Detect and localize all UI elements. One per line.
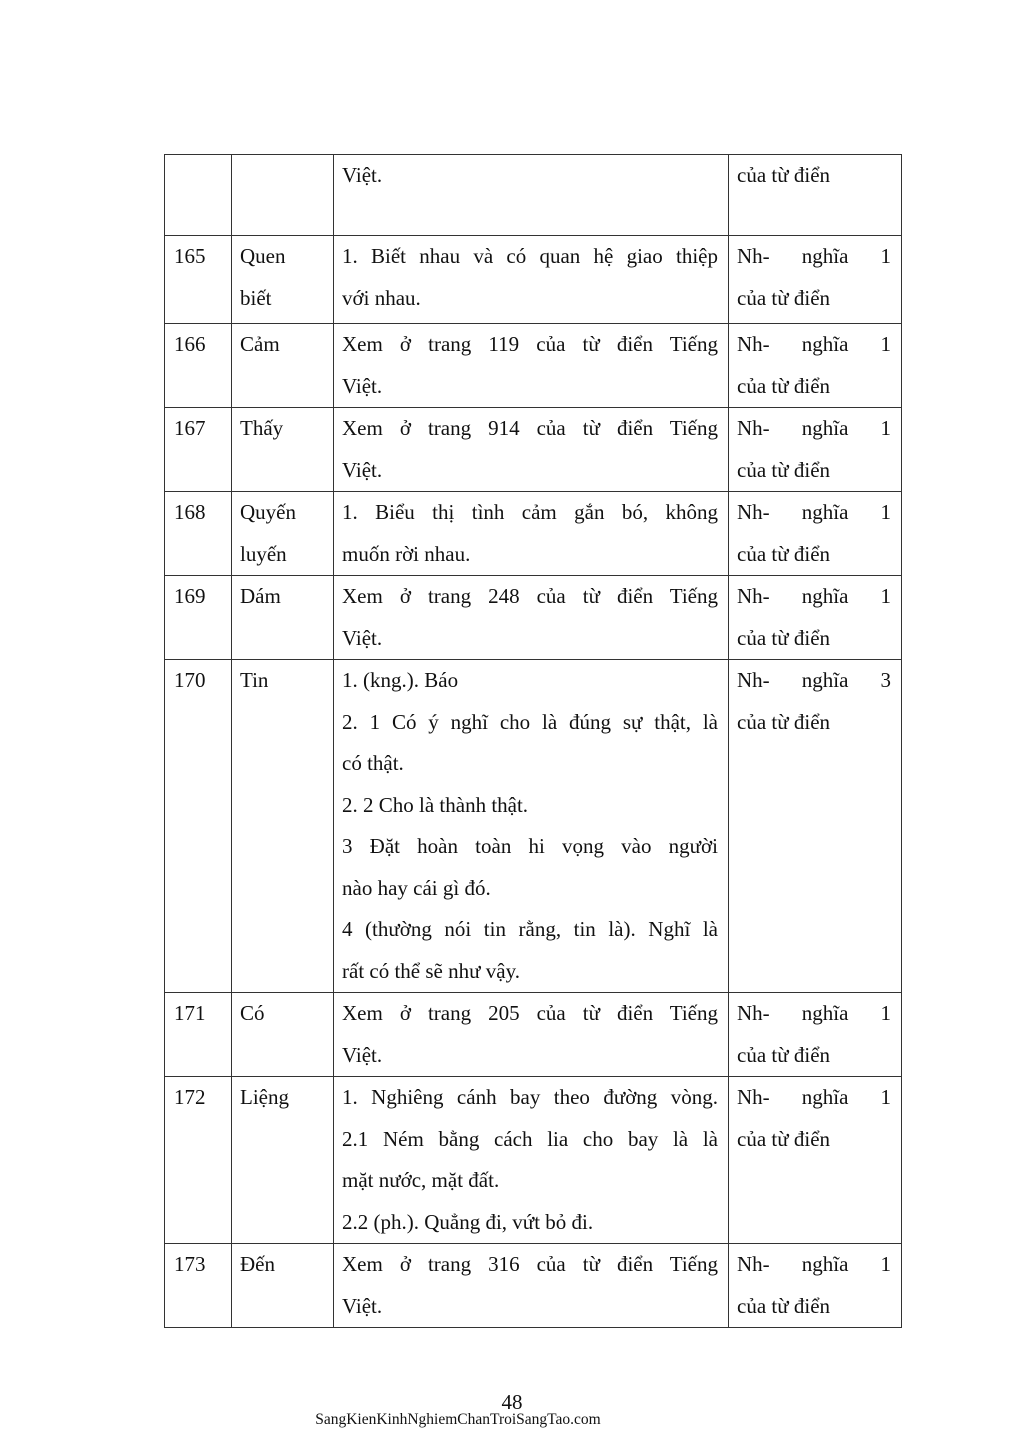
footer-website: SangKienKinhNghiemChanTroiSangTao.com <box>315 1411 601 1428</box>
note-word: nghĩa <box>801 1001 849 1025</box>
note-word: 1 <box>880 244 891 268</box>
entry-word-line: Quyến <box>240 500 296 524</box>
note-word: 1 <box>880 1001 891 1025</box>
table-row <box>165 492 902 576</box>
entry-note <box>729 576 902 660</box>
entry-word-line: Đến <box>240 1252 275 1276</box>
entry-note <box>729 492 902 576</box>
definition-line: có thật. <box>342 751 404 775</box>
table-row <box>165 408 902 492</box>
note-word: 1 <box>880 584 891 608</box>
entry-word <box>232 492 334 576</box>
entry-note <box>729 660 902 993</box>
note-word: Nh- <box>737 584 770 608</box>
entry-definition <box>334 576 729 660</box>
dictionary-table <box>164 154 902 1328</box>
note-first-line <box>737 576 891 618</box>
entry-definition <box>334 660 729 993</box>
entry-definition <box>334 1244 729 1328</box>
note-word: Nh- <box>737 1085 770 1109</box>
note-word: Nh- <box>737 500 770 524</box>
page-number: 48 <box>501 1390 523 1414</box>
definition-line: Việt. <box>342 1042 383 1067</box>
entry-definition <box>334 155 729 236</box>
note-word: nghĩa <box>801 500 849 524</box>
note-word: 3 <box>880 668 891 692</box>
note-word: 1 <box>880 500 891 524</box>
note-word: nghĩa <box>801 1252 849 1276</box>
note-second-line: của từ điển <box>737 373 831 398</box>
definition-line: Xem ở trang 914 của từ điển Tiếng <box>342 416 718 440</box>
entry-number: 172 <box>165 1077 232 1244</box>
entry-word-line: Tin <box>240 668 269 692</box>
definition-line: Việt. <box>342 1293 383 1318</box>
definition-line: 2. 1 Có ý nghĩ cho là đúng sự thật, là <box>342 709 718 734</box>
entry-number: 167 <box>165 408 232 492</box>
note-word: 1 <box>880 1252 891 1276</box>
note-word: 1 <box>880 1085 891 1109</box>
entry-definition <box>334 236 729 324</box>
note-word: Nh- <box>737 332 770 356</box>
definition-line: Việt. <box>342 625 383 650</box>
definition-line: Xem ở trang 316 của từ điển Tiếng <box>342 1252 718 1276</box>
entry-note <box>729 155 902 236</box>
entry-word <box>232 1244 334 1328</box>
definition-line: mặt nước, mặt đất. <box>342 1168 500 1192</box>
definition-line: 1. Biểu thị tình cảm gắn bó, không <box>342 500 718 524</box>
entry-number: 171 <box>165 993 232 1077</box>
entry-word-line: Quen <box>240 244 286 268</box>
note-word: nghĩa <box>801 416 849 440</box>
definition-line: Việt. <box>342 457 383 482</box>
note-first-line <box>737 324 891 366</box>
entry-word-line: Dám <box>240 584 281 608</box>
table-row <box>165 993 902 1077</box>
definition-line: 1. (kng.). Báo <box>342 668 459 692</box>
entry-number: 165 <box>165 236 232 324</box>
note-word: Nh- <box>737 416 770 440</box>
note-second-line: của từ điển <box>737 1293 831 1318</box>
entry-word-line: biết <box>240 285 272 310</box>
entry-definition <box>334 324 729 408</box>
definition-line: Việt. <box>342 163 383 187</box>
entry-word-line: Cảm <box>240 332 280 356</box>
entry-note <box>729 236 902 324</box>
entry-word <box>232 660 334 993</box>
definition-line: Xem ở trang 205 của từ điển Tiếng <box>342 1001 718 1025</box>
entry-number: 169 <box>165 576 232 660</box>
note-word: 1 <box>880 416 891 440</box>
definition-line: Việt. <box>342 373 383 398</box>
note-first-line <box>737 1244 891 1286</box>
note-word: nghĩa <box>801 244 849 268</box>
note-first-line <box>737 492 891 534</box>
entry-note <box>729 993 902 1077</box>
entry-definition <box>334 993 729 1077</box>
definition-line: 4 (thường nói tin rằng, tin là). Nghĩ là <box>342 917 718 941</box>
note-second-line: của từ điển <box>737 1126 831 1151</box>
definition-line: 2. 2 Cho là thành thật. <box>342 792 529 817</box>
entry-definition <box>334 408 729 492</box>
entry-definition <box>334 1077 729 1244</box>
definition-line: 1. Nghiêng cánh bay theo đường vòng. <box>342 1085 718 1109</box>
note-first-line <box>737 236 891 278</box>
entry-word-line: Liệng <box>240 1085 289 1109</box>
table-row <box>165 324 902 408</box>
entry-number: 168 <box>165 492 232 576</box>
note-second-line: của từ điển <box>737 625 831 650</box>
entry-word-line: luyến <box>240 541 287 566</box>
table-row <box>165 1077 902 1244</box>
table-row <box>165 155 902 236</box>
definition-line: 3 Đặt hoàn toàn hi vọng vào người <box>342 834 718 858</box>
table-row <box>165 660 902 993</box>
definition-line: muốn rời nhau. <box>342 541 471 566</box>
note-first-line <box>737 1077 891 1119</box>
table-row <box>165 1244 902 1328</box>
note-second-line: của từ điển <box>737 163 831 187</box>
definition-line: Xem ở trang 248 của từ điển Tiếng <box>342 584 718 608</box>
note-second-line: của từ điển <box>737 285 831 310</box>
definition-line: 2.2 (ph.). Quẳng đi, vứt bỏ đi. <box>342 1209 594 1234</box>
note-first-line <box>737 660 891 702</box>
note-word: 1 <box>880 332 891 356</box>
entry-word <box>232 993 334 1077</box>
entry-number: 173 <box>165 1244 232 1328</box>
entry-note <box>729 1077 902 1244</box>
entry-word <box>232 1077 334 1244</box>
definition-line: 2.1 Ném bằng cách lia cho bay là là <box>342 1126 718 1151</box>
entry-number <box>165 155 232 236</box>
note-word: nghĩa <box>801 1085 849 1109</box>
entry-word-line: Có <box>240 1001 265 1025</box>
table-row <box>165 576 902 660</box>
note-word: Nh- <box>737 1001 770 1025</box>
note-word: nghĩa <box>801 668 849 692</box>
definition-line: rất có thể sẽ như vậy. <box>342 958 520 983</box>
note-second-line: của từ điển <box>737 457 831 482</box>
note-first-line <box>737 408 891 450</box>
note-word: Nh- <box>737 1252 770 1276</box>
note-second-line: của từ điển <box>737 1042 831 1067</box>
table-row <box>165 236 902 324</box>
note-word: Nh- <box>737 668 770 692</box>
entry-note <box>729 408 902 492</box>
entry-word <box>232 576 334 660</box>
note-second-line: của từ điển <box>737 709 831 734</box>
definition-line: Xem ở trang 119 của từ điển Tiếng <box>342 332 718 356</box>
entry-number: 170 <box>165 660 232 993</box>
definition-line: nào hay cái gì đó. <box>342 875 491 900</box>
note-word: nghĩa <box>801 332 849 356</box>
entry-word-line: Thấy <box>240 416 284 440</box>
entry-word <box>232 324 334 408</box>
dictionary-table-body <box>165 155 902 1328</box>
entry-word <box>232 236 334 324</box>
definition-line: 1. Biết nhau và có quan hệ giao thiệp <box>342 244 718 268</box>
note-word: Nh- <box>737 244 770 268</box>
definition-line: với nhau. <box>342 285 421 310</box>
entry-word <box>232 155 334 236</box>
note-first-line <box>737 993 891 1035</box>
entry-definition <box>334 492 729 576</box>
entry-word <box>232 408 334 492</box>
note-word: nghĩa <box>801 584 849 608</box>
entry-number: 166 <box>165 324 232 408</box>
note-second-line: của từ điển <box>737 541 831 566</box>
entry-note <box>729 324 902 408</box>
entry-note <box>729 1244 902 1328</box>
